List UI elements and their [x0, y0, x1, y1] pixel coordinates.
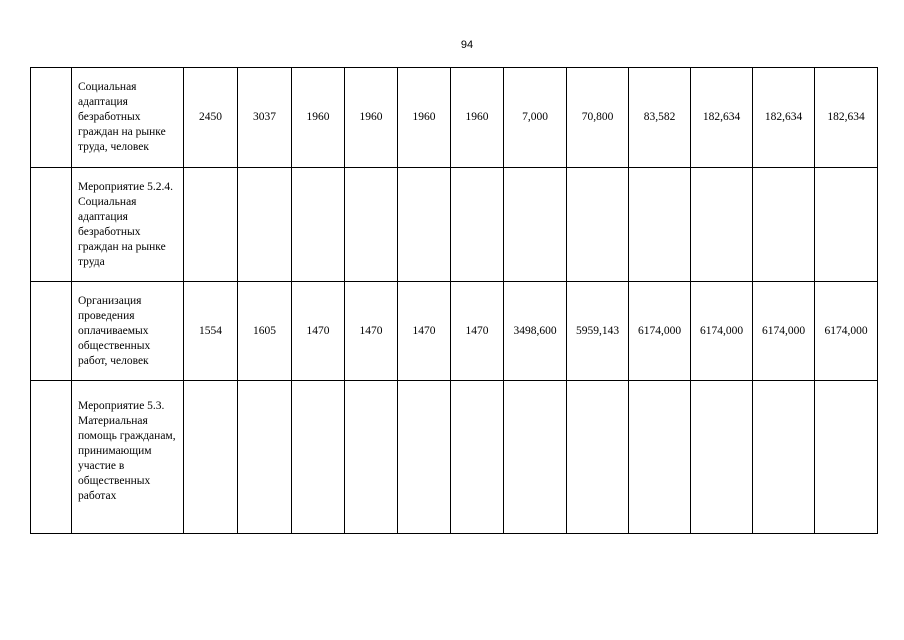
value-cell: 1960 — [292, 68, 345, 168]
value-cell: 6174,000 — [815, 282, 878, 381]
value-cell: 3498,600 — [504, 282, 567, 381]
value-cell — [345, 381, 398, 534]
value-cell — [504, 381, 567, 534]
value-cell — [691, 381, 753, 534]
row-description: Мероприятие 5.2.4. Социальная адаптация безработных граждан на рынке труда — [72, 168, 184, 282]
table-row — [31, 68, 878, 168]
value-cell — [629, 381, 691, 534]
value-cell — [292, 168, 345, 282]
value-cell: 6174,000 — [629, 282, 691, 381]
value-cell — [398, 168, 451, 282]
value-cell — [451, 381, 504, 534]
row-number-cell — [31, 381, 72, 534]
value-cell — [398, 381, 451, 534]
value-cell — [292, 381, 345, 534]
data-table — [30, 67, 878, 534]
value-cell — [753, 381, 815, 534]
value-cell — [567, 381, 629, 534]
value-cell: 1960 — [345, 68, 398, 168]
value-cell — [504, 168, 567, 282]
value-cell: 182,634 — [753, 68, 815, 168]
value-cell: 83,582 — [629, 68, 691, 168]
value-cell — [345, 168, 398, 282]
table-row — [31, 282, 878, 381]
value-cell: 1470 — [292, 282, 345, 381]
value-cell — [629, 168, 691, 282]
row-description: Мероприятие 5.3. Материальная помощь гражданам, принимающим участие в общественных работах — [72, 381, 184, 534]
row-description: Социальная адаптация безработных граждан на рынке труда, человек — [72, 68, 184, 168]
row-number-cell — [31, 282, 72, 381]
value-cell — [184, 168, 238, 282]
value-cell — [238, 381, 292, 534]
value-cell: 1605 — [238, 282, 292, 381]
value-cell — [815, 381, 878, 534]
value-cell: 3037 — [238, 68, 292, 168]
value-cell: 5959,143 — [567, 282, 629, 381]
value-cell: 1554 — [184, 282, 238, 381]
value-cell: 1470 — [451, 282, 504, 381]
table-row — [31, 381, 878, 534]
value-cell: 70,800 — [567, 68, 629, 168]
table-row — [31, 168, 878, 282]
value-cell — [451, 168, 504, 282]
value-cell — [184, 381, 238, 534]
value-cell: 1960 — [451, 68, 504, 168]
value-cell: 182,634 — [691, 68, 753, 168]
value-cell — [691, 168, 753, 282]
value-cell: 6174,000 — [691, 282, 753, 381]
value-cell — [815, 168, 878, 282]
value-cell — [238, 168, 292, 282]
value-cell: 7,000 — [504, 68, 567, 168]
value-cell: 182,634 — [815, 68, 878, 168]
row-description: Организация проведения оплачиваемых общественных работ, человек — [72, 282, 184, 381]
value-cell: 6174,000 — [753, 282, 815, 381]
value-cell: 2450 — [184, 68, 238, 168]
value-cell: 1470 — [398, 282, 451, 381]
value-cell: 1470 — [345, 282, 398, 381]
value-cell — [567, 168, 629, 282]
page-number: 94 — [460, 39, 474, 51]
value-cell: 1960 — [398, 68, 451, 168]
row-number-cell — [31, 168, 72, 282]
value-cell — [753, 168, 815, 282]
row-number-cell — [31, 68, 72, 168]
